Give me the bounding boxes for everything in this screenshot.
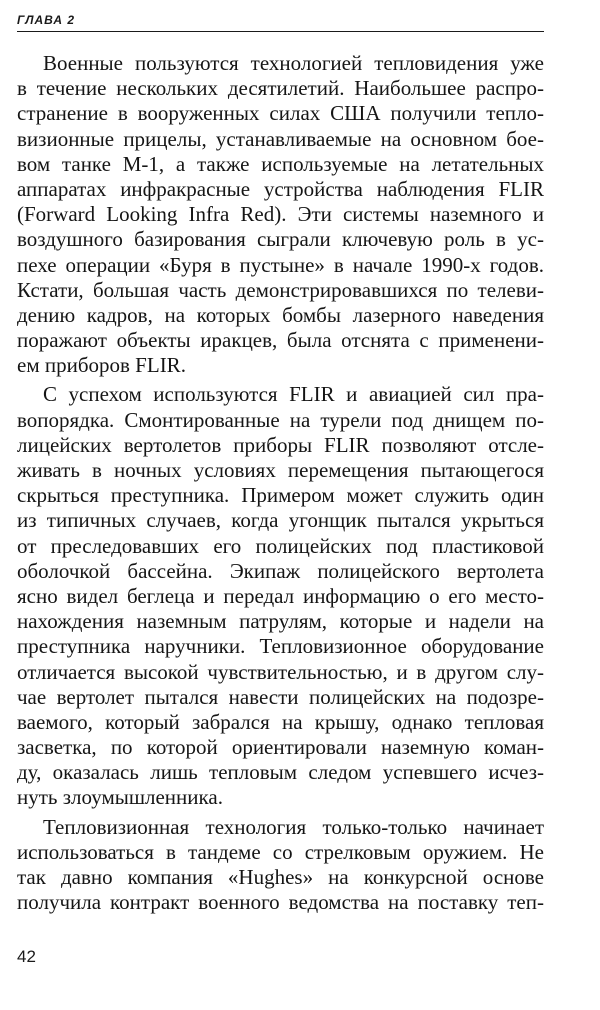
text-line: нуть злоумышленника. bbox=[17, 785, 223, 810]
text-line: так давно компания «Hughes» на конкурсной основе bbox=[17, 865, 544, 889]
text-line: дению кадров, на которых бомбы лазерного наведения bbox=[17, 302, 544, 327]
text-line: (Forward Looking Infra Red). Эти системы наземного и bbox=[17, 202, 544, 227]
paragraph-3 bbox=[17, 815, 544, 916]
text-line: получила контракт военного ведомства на поставку теп- bbox=[17, 890, 544, 915]
text-line: в течение нескольких десятилетий. Наибольшее распро- bbox=[17, 76, 544, 101]
text-line: живать в ночных условиях перемещения пытающегося bbox=[17, 458, 544, 482]
text-line: ем приборов FLIR. bbox=[17, 353, 186, 378]
text-line: вопорядка. Смонтированные на турели под днищем по- bbox=[17, 407, 544, 432]
text-line: С успехом используются FLIR и авиацией сил пра- bbox=[43, 382, 544, 407]
text-line: ду, оказалась лишь тепловым следом успевшего исчез- bbox=[17, 760, 544, 785]
text-line: лицейских вертолетов приборы FLIR позволяют отсле- bbox=[17, 432, 544, 457]
text-line: воздушного базирования сыграли ключевую роль в ус- bbox=[17, 227, 544, 252]
paragraph-1 bbox=[17, 51, 544, 378]
text-line: оболочкой бассейна. Экипаж полицейского вертолета bbox=[17, 558, 544, 583]
text-line: ваемого, который забрался на крышу, однако тепловая bbox=[17, 709, 544, 734]
text-line: отличается высокой чувствительностью, и в другом слу- bbox=[17, 659, 544, 684]
running-header bbox=[17, 11, 544, 32]
text-line: засветка, по которой ориентировали наземную коман- bbox=[17, 735, 544, 760]
text-line: пехе операции «Буря в пустыне» в начале 1990-х годов. bbox=[17, 252, 544, 277]
text-line: из типичных случаев, когда угонщик пытался укрыться bbox=[17, 508, 544, 533]
page-number: 42 bbox=[17, 947, 36, 966]
text-line: аппаратах инфракрасные устройства наблюдения FLIR bbox=[17, 176, 544, 201]
text-line: Кстати, большая часть демонстрировавшихся по телеви- bbox=[17, 277, 544, 302]
text-line: скрыться преступника. Примером может служить один bbox=[17, 483, 544, 508]
text-line: ясно видел беглеца и передал информацию о его место- bbox=[17, 583, 544, 608]
text-line: странение в вооруженных силах США получили тепло- bbox=[17, 101, 544, 126]
body-text bbox=[17, 51, 544, 915]
text-line: поражают объекты иракцев, была отснята с применени- bbox=[17, 328, 544, 353]
text-line: от преследовавших его полицейских под пластиковой bbox=[17, 533, 544, 558]
text-line: чае вертолет пытался навести полицейских на подозре- bbox=[17, 684, 544, 709]
text-line: Военные пользуются технологией тепловидения уже bbox=[43, 51, 544, 75]
text-line: использоваться в тандеме со стрелковым оружием. Не bbox=[17, 839, 544, 864]
paragraph-2 bbox=[17, 382, 544, 810]
text-line: визионные прицелы, устанавливаемые на основном бое- bbox=[17, 126, 544, 151]
text-line: преступника наручники. Тепловизионное оборудование bbox=[17, 634, 544, 659]
chapter-title: ГЛАВА 2 bbox=[17, 13, 75, 27]
text-line: нахождения наземным патрулям, которые и надели на bbox=[17, 609, 544, 634]
text-line: Тепловизионная технология только-только начинает bbox=[43, 814, 544, 839]
text-line: вом танке М-1, а также используемые на летательных bbox=[17, 151, 544, 176]
